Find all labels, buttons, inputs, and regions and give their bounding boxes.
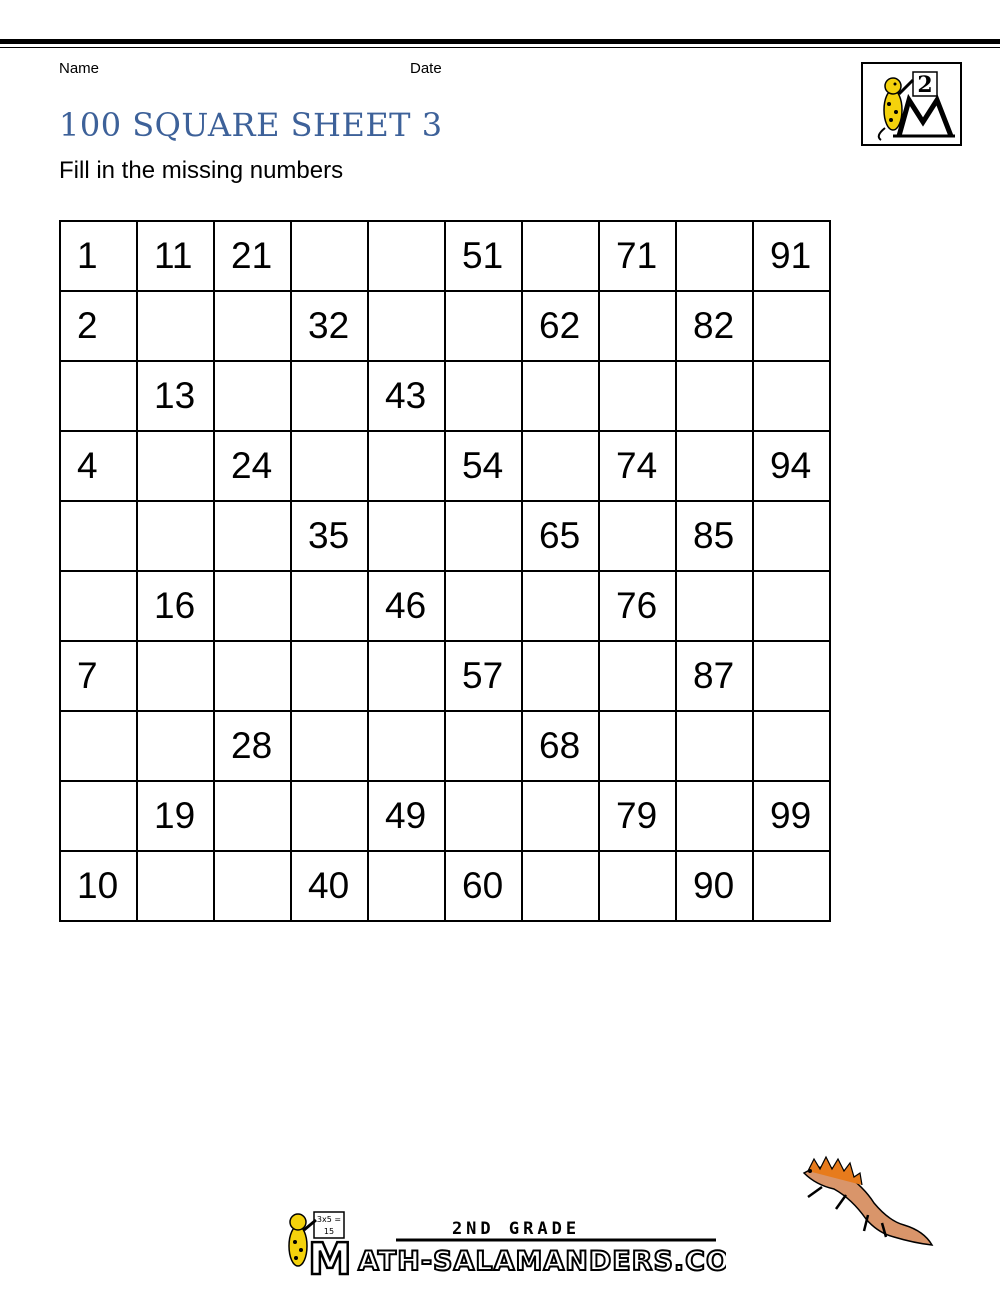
grid-cell-number: 10 [60,851,137,921]
grid-cell-number: 94 [753,431,830,501]
newt-icon [794,1153,934,1253]
grid-cell-number: 65 [522,501,599,571]
grid-cell-number: 54 [445,431,522,501]
grid-row [60,641,830,711]
name-label: Name [59,60,100,77]
grid-cell-blank[interactable] [445,291,522,361]
grid-cell-number: 68 [522,711,599,781]
grid-cell-number: 76 [599,571,676,641]
page-title: 100 SQUARE SHEET 3 [59,106,443,144]
hundred-square-grid [59,220,831,922]
grid-cell-blank[interactable] [368,641,445,711]
grid-cell-blank[interactable] [214,851,291,921]
grid-cell-number: 1 [60,221,137,291]
grid-cell-blank[interactable] [753,851,830,921]
grid-cell-number: 13 [137,361,214,431]
grid-row [60,431,830,501]
grid-cell-blank[interactable] [137,431,214,501]
grid-cell-blank[interactable] [368,221,445,291]
grid-cell-number: 21 [214,221,291,291]
footer-board-text-bottom: 15 [323,1227,335,1236]
math-salamanders-logo-icon [276,1210,726,1276]
grid-cell-blank[interactable] [522,851,599,921]
grid-cell-number: 40 [291,851,368,921]
grid-cell-number: 2 [60,291,137,361]
grid-cell-number: 4 [60,431,137,501]
grid-cell-blank[interactable] [753,501,830,571]
grid-cell-number: 90 [676,851,753,921]
grid-cell-number: 60 [445,851,522,921]
grid-cell-number: 16 [137,571,214,641]
grid-cell-blank[interactable] [368,431,445,501]
top-rule-thick [0,39,1000,44]
grid-cell-blank[interactable] [60,501,137,571]
grid-cell-blank[interactable] [60,571,137,641]
grid-cell-blank[interactable] [445,501,522,571]
grid-cell-blank[interactable] [522,431,599,501]
grid-cell-blank[interactable] [291,361,368,431]
grid-cell-blank[interactable] [522,361,599,431]
grid-cell-blank[interactable] [676,711,753,781]
grid-cell-blank[interactable] [368,711,445,781]
grid-cell-blank[interactable] [445,361,522,431]
grid-cell-blank[interactable] [214,361,291,431]
grid-cell-number: 49 [368,781,445,851]
grid-cell-number: 32 [291,291,368,361]
grade-logo-badge [861,62,962,146]
grid-cell-blank[interactable] [291,781,368,851]
grid-cell-blank[interactable] [137,501,214,571]
grid-cell-number: 7 [60,641,137,711]
grid-cell-blank[interactable] [60,781,137,851]
grid-cell-blank[interactable] [676,571,753,641]
grid-cell-blank[interactable] [291,221,368,291]
grid-cell-number: 43 [368,361,445,431]
grid-cell-blank[interactable] [676,431,753,501]
grid-cell-blank[interactable] [60,361,137,431]
grid-cell-blank[interactable] [214,501,291,571]
grid-cell-blank[interactable] [599,291,676,361]
grid-cell-blank[interactable] [291,571,368,641]
grid-cell-number: 74 [599,431,676,501]
grid-cell-blank[interactable] [753,711,830,781]
grid-cell-number: 91 [753,221,830,291]
grid-cell-blank[interactable] [676,781,753,851]
grid-cell-blank[interactable] [599,361,676,431]
grid-cell-blank[interactable] [137,711,214,781]
grid-cell-number: 19 [137,781,214,851]
grade-badge-number: 2 [917,72,933,98]
grid-cell-blank[interactable] [291,711,368,781]
grid-cell-blank[interactable] [522,641,599,711]
grid-row [60,501,830,571]
grid-cell-blank[interactable] [599,711,676,781]
grid-cell-number: 99 [753,781,830,851]
grid-cell-blank[interactable] [368,501,445,571]
grid-cell-number: 82 [676,291,753,361]
grid-cell-blank[interactable] [60,711,137,781]
grid-row [60,221,830,291]
grid-cell-blank[interactable] [445,711,522,781]
grid-cell-blank[interactable] [214,641,291,711]
grid-cell-blank[interactable] [676,221,753,291]
grid-cell-blank[interactable] [291,431,368,501]
salamander-logo-icon [863,64,960,144]
grid-cell-blank[interactable] [137,641,214,711]
grid-cell-blank[interactable] [753,361,830,431]
grid-row [60,851,830,921]
grid-cell-blank[interactable] [214,571,291,641]
grid-cell-blank[interactable] [599,641,676,711]
grid-cell-blank[interactable] [753,291,830,361]
grid-cell-blank[interactable] [445,571,522,641]
grid-cell-blank[interactable] [368,291,445,361]
grid-cell-number: 57 [445,641,522,711]
grid-cell-blank[interactable] [137,851,214,921]
newt-illustration [794,1153,934,1253]
grid-cell-number: 11 [137,221,214,291]
grid-row [60,291,830,361]
grid-cell-blank[interactable] [753,571,830,641]
grid-cell-blank[interactable] [214,781,291,851]
grid-cell-number: 28 [214,711,291,781]
grid-row [60,361,830,431]
footer-logo-initial: M [308,1234,352,1276]
grid-cell-blank[interactable] [522,571,599,641]
footer-site-text: ATH-SALAMANDERS.COM [358,1246,726,1276]
grid-cell-number: 79 [599,781,676,851]
grid-cell-blank[interactable] [599,501,676,571]
grid-cell-blank[interactable] [522,781,599,851]
date-label: Date [410,60,442,77]
footer-logo [276,1210,726,1276]
top-rule-thin [0,47,1000,48]
grid-cell-number: 62 [522,291,599,361]
grid-cell-number: 85 [676,501,753,571]
grid-cell-number: 24 [214,431,291,501]
grid-cell-blank[interactable] [753,641,830,711]
grid-cell-blank[interactable] [445,781,522,851]
grid-cell-blank[interactable] [214,291,291,361]
grid-cell-blank[interactable] [291,641,368,711]
grid-row [60,781,830,851]
grid-cell-number: 87 [676,641,753,711]
grid-row [60,711,830,781]
grid-cell-blank[interactable] [368,851,445,921]
grid-cell-blank[interactable] [599,851,676,921]
grid-cell-number: 51 [445,221,522,291]
grid-cell-number: 46 [368,571,445,641]
grid-cell-blank[interactable] [137,291,214,361]
footer-board-text-top: 3x5 = [316,1215,342,1224]
instructions: Fill in the missing numbers [59,157,344,184]
footer-grade-text: 2ND GRADE [451,1219,581,1239]
grid-cell-number: 71 [599,221,676,291]
grid-cell-blank[interactable] [676,361,753,431]
grid-row [60,571,830,641]
grid-cell-blank[interactable] [522,221,599,291]
grid-cell-number: 35 [291,501,368,571]
